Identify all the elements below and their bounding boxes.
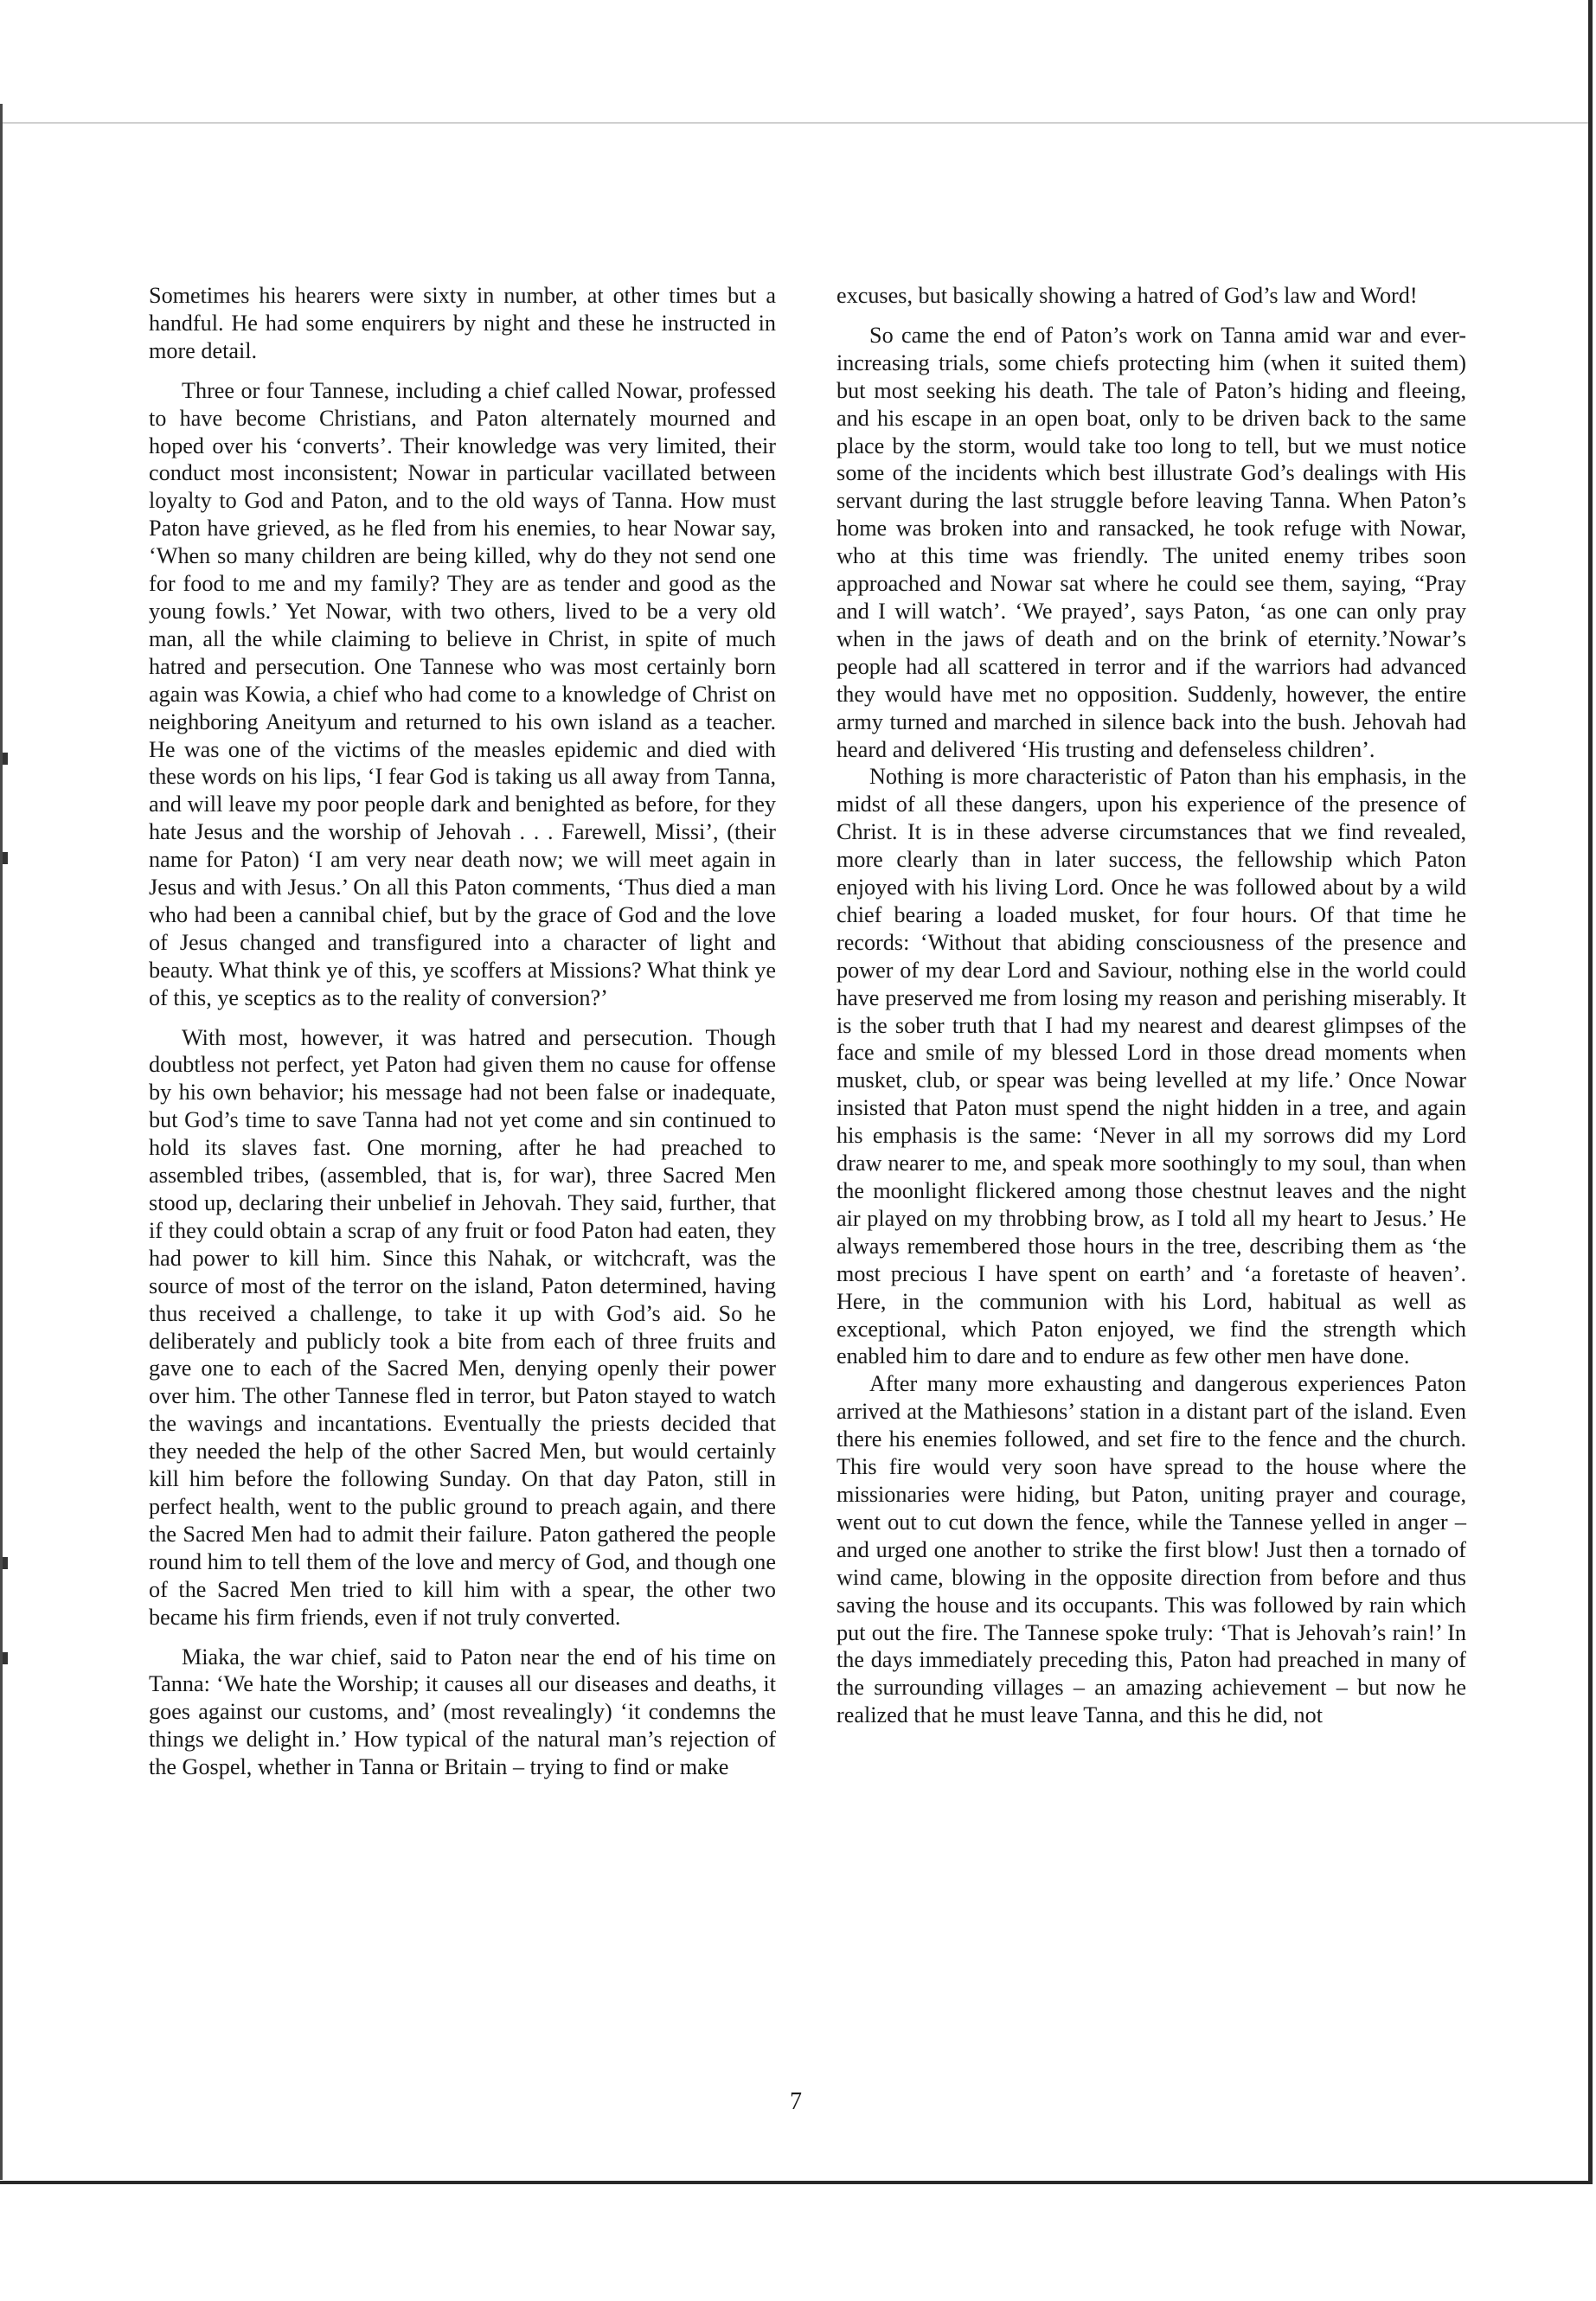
left-column bbox=[149, 282, 776, 1781]
right-column bbox=[836, 282, 1466, 1729]
scan-edge-top bbox=[0, 122, 1592, 124]
scan-edge-mark bbox=[3, 1557, 8, 1569]
paragraph: Sometimes his hearers were sixty in number, at other times but a handful. He had some enquirers by night and these he instructed in more detail. bbox=[149, 283, 776, 363]
scan-edge-mark bbox=[3, 1652, 8, 1664]
scan-edge-bottom bbox=[0, 2181, 1592, 2184]
paragraph: excuses, but basically showing a hatred of God’s law and Word! bbox=[836, 283, 1418, 308]
paragraph: With most, however, it was hatred and persecution. Though doubtless not perfect, yet Paton had given them no cause for offense by his own behavior; his message had not been false or inadequate, but God’s time to save Tanna had not yet come and sin continued to hold its slaves fast. One morning, after he had preached to assembled tribes, (assembled, that is, for war), three Sacred Men stood up, declaring their unbelief in Jehovah. They said, further, that if they could obtain a scrap of any fruit or food Paton had eaten, they had power to kill him. Since this Nahak, or witchcraft, was the source of most of the terror on the island, Paton determined, having thus received a challenge, to take it up with God’s aid. So he deliberately and publicly took a bite from each of three fruits and gave one to each of the Sacred Men, denying openly their power over him. The other Tannese fled in terror, but Paton stayed to watch the wavings and incantations. Eventually the priests decided that they needed the help of the other Sacred Men, but would certainly kill him before the following Sunday. On that day Paton, still in perfect health, went to the public ground to preach again, and there the Sacred Men had to admit their failure. Paton gathered the people round him to tell them of the love and mercy of God, and though one of the Sacred Men tried to kill him with a spear, the other two became his firm friends, even if not truly converted. bbox=[149, 1024, 776, 1630]
scan-edge-mark bbox=[3, 852, 8, 864]
scan-edge-mark bbox=[3, 753, 8, 765]
paragraph: After many more exhausting and dangerous experiences Paton arrived at the Mathiesons’ station in a distant part of the island. Even there his enemies followed, and set fire to the fence and the church. This fire would very soon have spread to the house where the missionaries were hiding, but Paton, uniting prayer and courage, went out to cut down the fence, while the Tannese yelled in anger – and urged one another to strike the first blow! Just then a tornado of wind came, blowing in the opposite direction from before and thus saving the house and its occupants. This was followed by rain which put out the fire. The Tannese spoke truly: ‘That is Jehovah’s rain!’ In the days immediately preceding this, Paton had preached in many of the surrounding villages – an amazing achievement – but now he realized that he must leave Tanna, and this he did, not bbox=[836, 1371, 1466, 1728]
paragraph: Nothing is more characteristic of Paton than his emphasis, in the midst of all these dangers, upon his experience of the presence of Christ. It is in these adverse circumstances that we find revealed, more clearly than in later success, the fellowship which Paton enjoyed with his living Lord. Once he was followed about by a wild chief bearing a loaded musket, for four hours. Of that time he records: ‘Without that abiding consciousness of the presence and power of my dear Lord and Saviour, nothing else in the world could have preserved me from losing my reason and perishing miserably. It is the sober truth that I had my nearest and dearest glimpses of the face and smile of my blessed Lord in those dread moments when musket, club, or spear was being levelled at my life.’ Once Nowar insisted that Paton must spend the night hidden in a tree, and again his emphasis is the same: ‘Never in all my sorrows did my Lord draw nearer to me, and speak more soothingly to my soul, than when the moonlight flickered among those chestnut leaves and the night air played on my throbbing brow, as I told all my heart to Jesus.’ He always remembered those hours in the tree, describing them as ‘the most precious I have spent on earth’ and ‘a foretaste of heaven’. Here, in the communion with his Lord, habitual as well as exceptional, which Paton enjoyed, we find the strength which enabled him to dare and to endure as few other men have done. bbox=[836, 764, 1466, 1369]
paragraph: So came the end of Paton’s work on Tanna amid war and ever-increasing trials, some chiefs protecting him (when it suited them) but most seeking his death. The tale of Paton’s hiding and fleeing, and his escape in an open boat, only to be driven back to the same place by the storm, would take too long to tell, but we must notice some of the incidents which best illustrate God’s dealings with His servant during the last struggle before leaving Tanna. When Paton’s home was broken into and ransacked, he took refuge with Nowar, who at this time was friendly. The united enemy tribes soon approached and Nowar sat where he could see them, saying, “Pray and I will watch’. ‘We prayed’, says Paton, ‘as one can only pray when in the jaws of death and on the brink of eternity.’Nowar’s people had all scattered in terror and if the warriors had advanced they would have met no opposition. Suddenly, however, the entire army turned and marched in silence back into the bush. Jehovah had heard and delivered ‘His trusting and defenseless children’. bbox=[836, 322, 1466, 762]
scan-edge-left bbox=[0, 104, 3, 2180]
page-number: 7 bbox=[790, 2088, 802, 2115]
paragraph: Three or four Tannese, including a chief called Nowar, professed to have become Christians, and Paton alternately mourned and hoped over his ‘converts’. Their knowledge was very limited, their conduct most inconsistent; Nowar in particular vacillated between loyalty to God and Paton, and to the old ways of Tanna. How must Paton have grieved, as he fled from his enemies, to hear Nowar say, ‘When so many children are being killed, why do they not send one for food to me and my family? They are as tender and good as the young fowls.’ Yet Nowar, with two others, lived to be a very old man, all the while claiming to believe in Christ, in spite of much hatred and persecution. One Tannese who was most certainly born again was Kowia, a chief who had come to a knowledge of Christ on neighboring Aneityum and returned to his own island as a teacher. He was one of the victims of the measles epidemic and died with these words on his lips, ‘I fear God is taking us all away from Tanna, and will leave my poor people dark and benighted as before, for they hate Jesus and the worship of Jehovah . . . Farewell, Missi’, (their name for Paton) ‘I am very near death now; we will meet again in Jesus and with Jesus.’ On all this Paton comments, ‘Thus died a man who had been a cannibal chief, but by the grace of God and the love of Jesus changed and transfigured into a character of light and beauty. What think ye of this, ye scoffers at Missions? What think ye of this, ye sceptics as to the reality of conversion?’ bbox=[149, 377, 776, 1010]
paragraph: Miaka, the war chief, said to Paton near the end of his time on Tanna: ‘We hate the Worship; it causes all our diseases and deaths, it goes against our customs, and’ (most revealingly) ‘it condemns the things we delight in.’ How typical of the natural man’s rejection of the Gospel, whether in Tanna or Britain – trying to find or make bbox=[149, 1644, 776, 1780]
scan-edge-right bbox=[1588, 0, 1593, 2184]
